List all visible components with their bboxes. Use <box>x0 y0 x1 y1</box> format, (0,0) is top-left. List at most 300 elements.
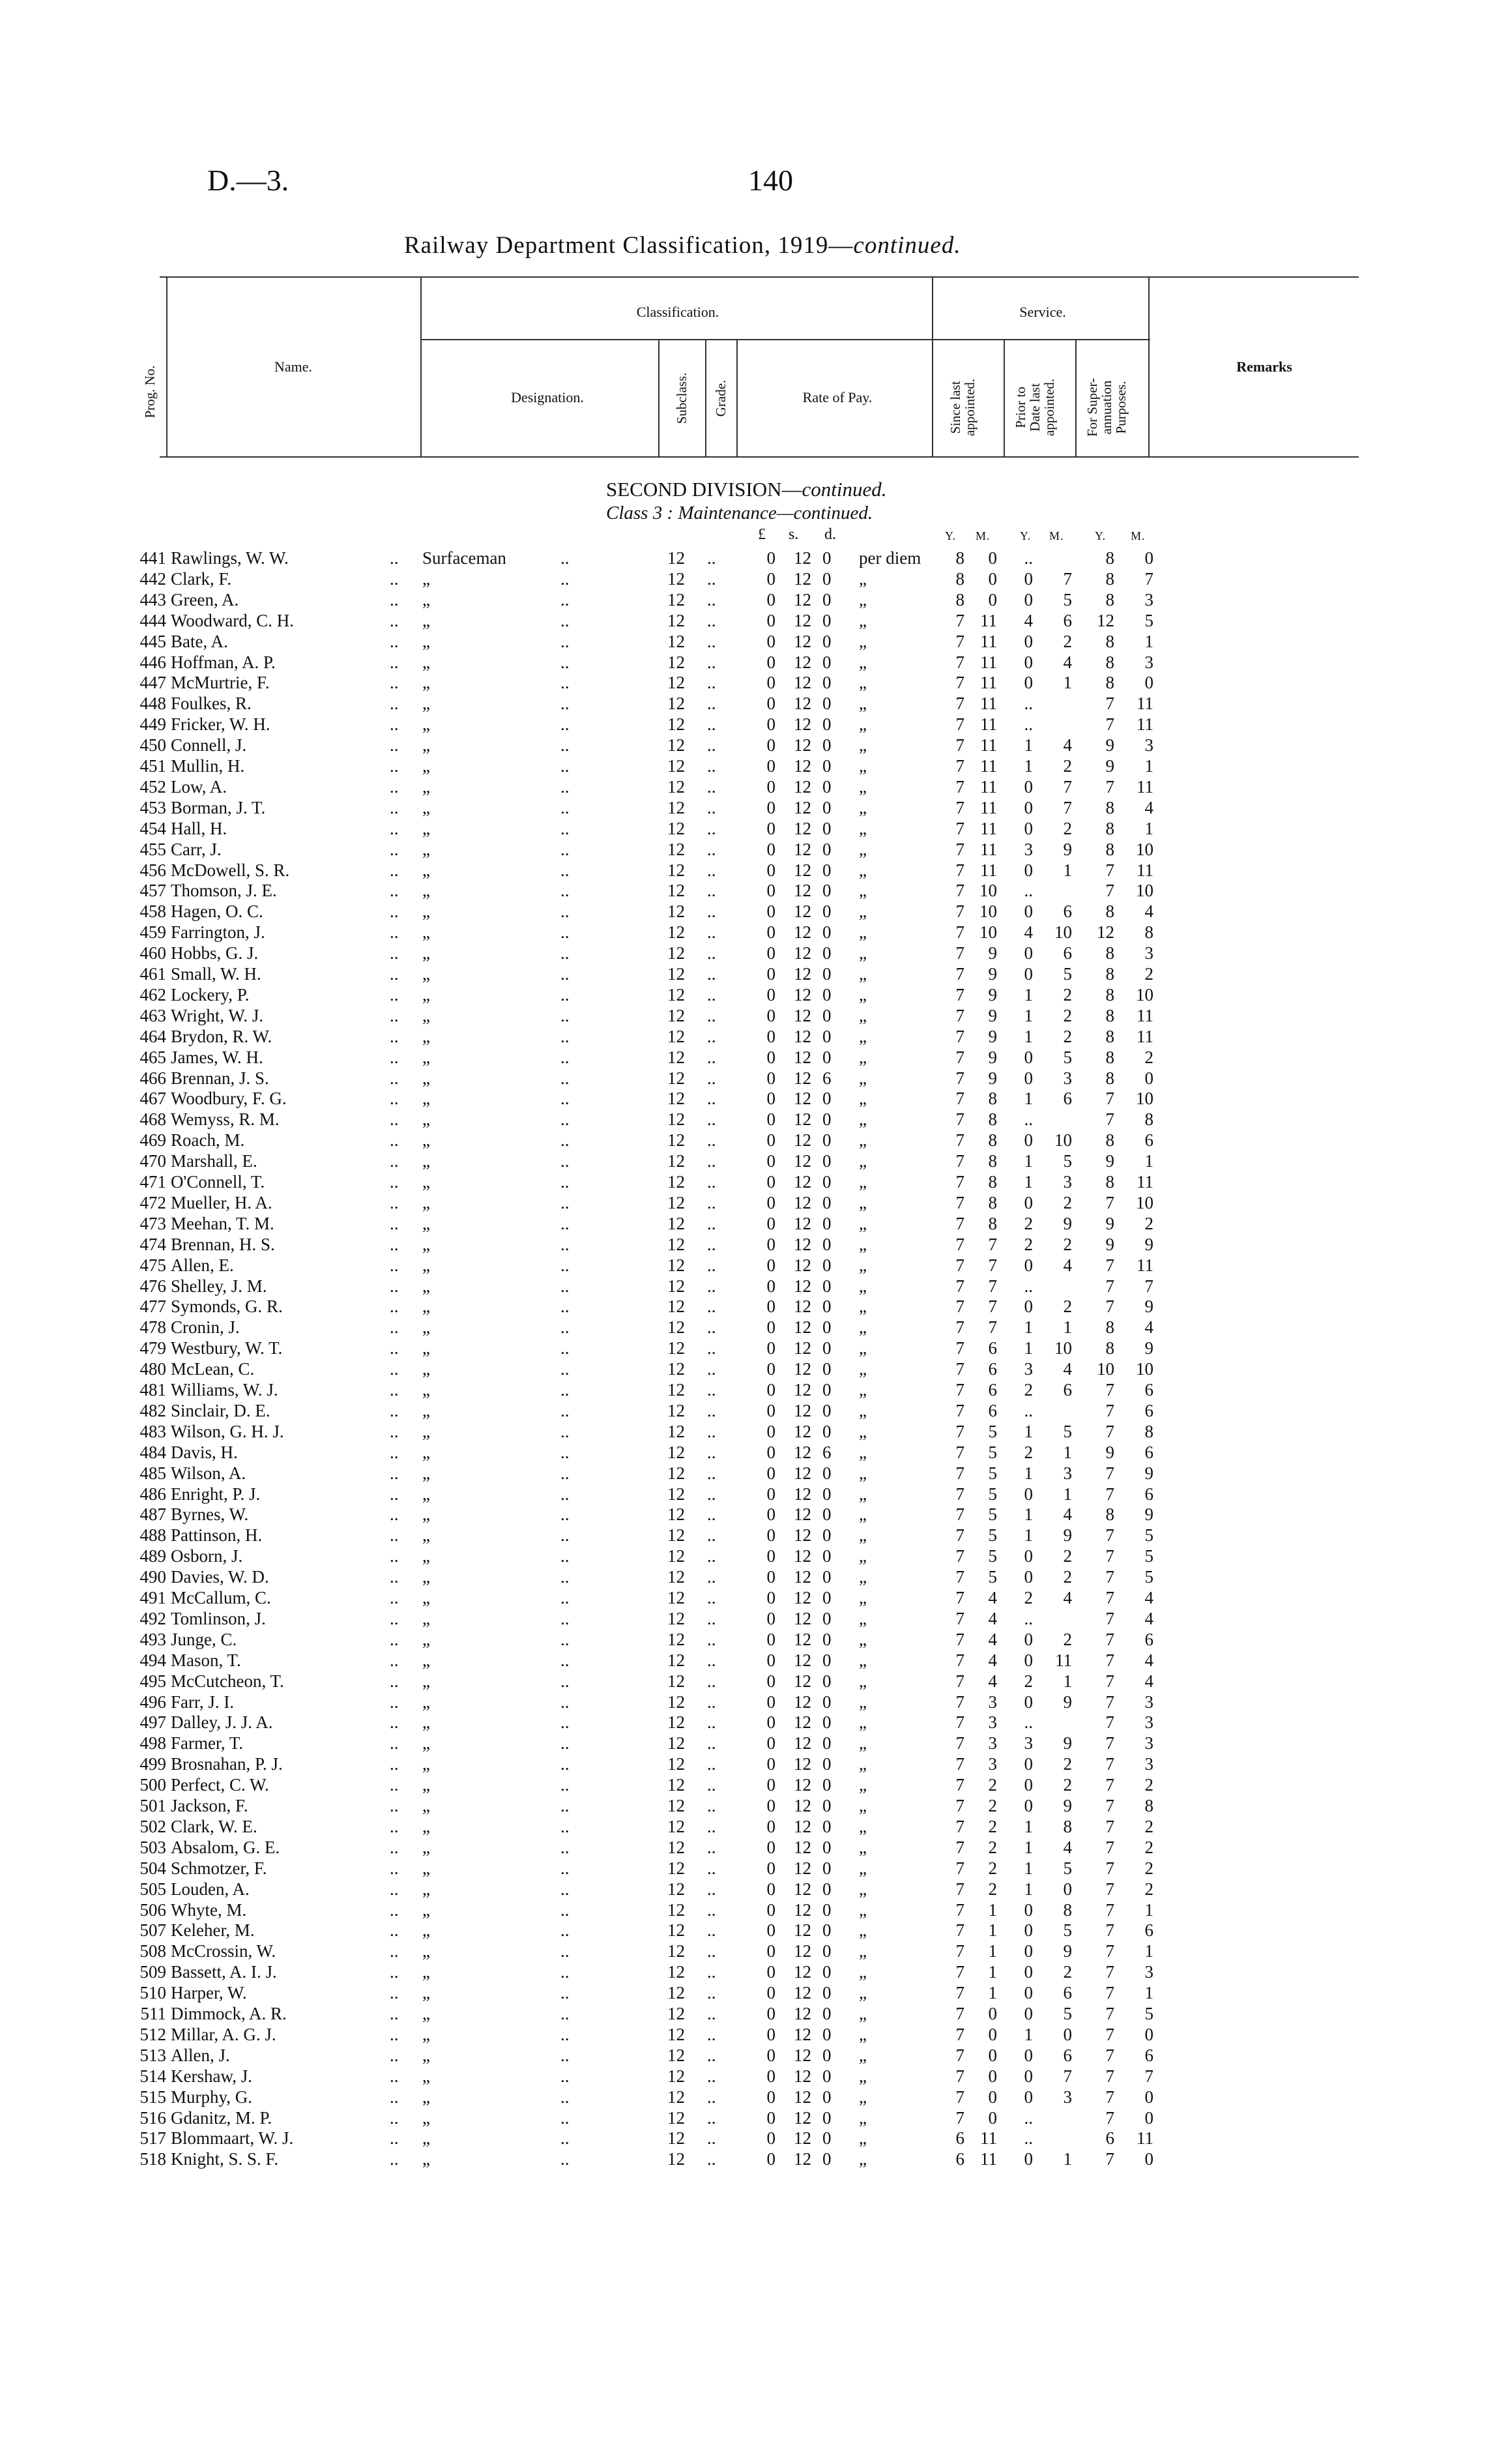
table-row <box>0 1733 1493 1753</box>
leader-dots: .. <box>390 1941 399 1961</box>
super-months: 10 <box>1136 881 1153 901</box>
rate-period: „ <box>859 1775 867 1795</box>
leader-dots: .. <box>560 735 570 755</box>
since-years: 7 <box>955 735 964 755</box>
since-years: 7 <box>955 673 964 693</box>
grade: 12 <box>667 1109 685 1130</box>
rate-pounds: 0 <box>766 589 775 609</box>
since-years: 7 <box>955 1338 964 1358</box>
rate-pounds: 0 <box>766 964 775 984</box>
table-row <box>0 631 1493 652</box>
prior-months: 2 <box>1063 1546 1072 1566</box>
super-years: 7 <box>1105 1796 1114 1815</box>
grade: 12 <box>667 714 685 735</box>
since-months: 10 <box>979 881 997 901</box>
designation: „ <box>422 1359 430 1379</box>
prior-years: 1 <box>1024 2024 1033 2044</box>
rate-pounds: 0 <box>766 1068 775 1088</box>
since-months: 6 <box>988 1400 997 1420</box>
leader-dots: .. <box>707 1297 716 1317</box>
prior-years: 2 <box>1024 1442 1033 1462</box>
leader-dots: .. <box>390 1920 399 1941</box>
leader-dots: .. <box>707 1879 716 1899</box>
divider <box>705 339 706 456</box>
rate-pence: 0 <box>822 839 832 859</box>
since-years: 8 <box>955 568 964 589</box>
grade: 12 <box>667 1629 685 1649</box>
leader-dots: .. <box>707 1234 716 1254</box>
rate-shillings: 12 <box>794 1733 811 1753</box>
rate-shillings: 12 <box>794 1130 811 1151</box>
table-row <box>0 755 1493 776</box>
leader-dots: .. <box>390 984 399 1005</box>
leader-dots: .. <box>390 1047 399 1067</box>
rate-pounds: 0 <box>766 548 775 568</box>
rate-shillings: 12 <box>794 1380 811 1400</box>
super-months: 7 <box>1144 2066 1153 2086</box>
leader-dots: .. <box>707 1317 716 1338</box>
prog-number: 478 <box>139 1317 166 1338</box>
leader-dots: .. <box>390 1089 399 1109</box>
rate-pounds: 0 <box>766 2128 775 2149</box>
since-years: 7 <box>955 1962 964 1982</box>
grade: 12 <box>667 797 685 817</box>
rate-shillings: 12 <box>794 1463 811 1483</box>
since-months: 5 <box>988 1525 997 1546</box>
leader-dots: .. <box>707 1338 716 1358</box>
rate-shillings: 12 <box>794 1151 811 1171</box>
division-heading <box>606 478 887 501</box>
rate-pence: 0 <box>822 1588 832 1607</box>
prior-years: .. <box>1024 1712 1033 1733</box>
super-months: 5 <box>1144 610 1153 630</box>
rate-shillings: 12 <box>794 1650 811 1670</box>
prog-number: 516 <box>139 2107 166 2128</box>
employee-name: McLean, C. <box>171 1359 255 1379</box>
employee-name: Mason, T. <box>171 1650 241 1670</box>
prior-years: 0 <box>1024 2149 1033 2169</box>
since-months: 0 <box>988 2024 997 2044</box>
rate-shillings: 12 <box>794 548 811 568</box>
prior-months: 5 <box>1063 1047 1072 1067</box>
rate-pounds: 0 <box>766 1920 775 1941</box>
leader-dots: .. <box>707 818 716 838</box>
since-months: 1 <box>988 1962 997 1982</box>
super-months: 5 <box>1144 1546 1153 1566</box>
leader-dots: .. <box>707 1047 716 1067</box>
since-years: 7 <box>955 2087 964 2107</box>
super-months: 10 <box>1136 1359 1153 1379</box>
table-row <box>0 2066 1493 2087</box>
rate-pence: 0 <box>822 2087 832 2107</box>
designation: „ <box>422 1650 430 1670</box>
since-months: 0 <box>988 589 997 609</box>
divider <box>166 276 167 458</box>
leader-dots: .. <box>560 2087 570 2107</box>
super-years: 8 <box>1105 1317 1114 1338</box>
rate-pence: 0 <box>822 984 832 1005</box>
employee-name: Perfect, C. W. <box>171 1775 269 1795</box>
rate-shillings: 12 <box>794 2087 811 2107</box>
prior-years: 0 <box>1024 2066 1033 2086</box>
rate-shillings: 12 <box>794 1816 811 1836</box>
leader-dots: .. <box>707 1816 716 1836</box>
leader-dots: .. <box>560 1068 570 1088</box>
since-months: 8 <box>988 1192 997 1212</box>
employee-name: Enright, P. J. <box>171 1484 261 1504</box>
employee-name: Mullin, H. <box>171 756 245 776</box>
designation: „ <box>422 1442 430 1462</box>
rate-pence: 0 <box>822 860 832 880</box>
prior-months: 2 <box>1063 1962 1072 1982</box>
super-months: 2 <box>1144 1879 1153 1899</box>
grade: 12 <box>667 1151 685 1171</box>
designation: „ <box>422 1983 430 2003</box>
leader-dots: .. <box>707 1567 716 1587</box>
prior-months: 10 <box>1054 1338 1072 1358</box>
super-months: 11 <box>1137 1026 1153 1046</box>
leader-dots: .. <box>707 1421 716 1441</box>
divider <box>1075 339 1077 456</box>
since-years: 7 <box>955 818 964 838</box>
employee-name: Green, A. <box>171 589 239 609</box>
prior-years: 0 <box>1024 1796 1033 1815</box>
prior-months: 2 <box>1063 818 1072 838</box>
rate-period: „ <box>859 1546 867 1566</box>
employee-name: Brennan, H. S. <box>171 1234 275 1254</box>
since-months: 2 <box>988 1816 997 1836</box>
grade: 12 <box>667 735 685 755</box>
rate-pence: 0 <box>822 568 832 589</box>
table-row <box>0 1692 1493 1712</box>
rate-pounds: 0 <box>766 1151 775 1171</box>
rate-period: „ <box>859 943 867 963</box>
rate-pence: 0 <box>822 1650 832 1670</box>
rate-pounds: 0 <box>766 1858 775 1878</box>
rate-pounds: 0 <box>766 694 775 714</box>
prog-number: 484 <box>139 1442 166 1462</box>
designation: „ <box>422 2004 430 2023</box>
super-years: 7 <box>1105 1650 1114 1670</box>
since-months: 7 <box>988 1317 997 1338</box>
rate-shillings: 12 <box>794 797 811 817</box>
leader-dots: .. <box>390 1712 399 1733</box>
designation: „ <box>422 2149 430 2169</box>
table-row <box>0 1255 1493 1276</box>
employee-name: McDowell, S. R. <box>171 860 290 880</box>
since-years: 7 <box>955 1629 964 1649</box>
prior-months: 5 <box>1063 1421 1072 1441</box>
rate-period: „ <box>859 1338 867 1358</box>
table-row <box>0 1774 1493 1795</box>
employee-name: Jackson, F. <box>171 1796 248 1815</box>
leader-dots: .. <box>390 1588 399 1607</box>
super-years: 8 <box>1105 1130 1114 1151</box>
rate-pence: 0 <box>822 1899 832 1920</box>
table-row <box>0 943 1493 963</box>
super-years: 7 <box>1105 1380 1114 1400</box>
prog-number: 508 <box>139 1941 166 1961</box>
grade: 12 <box>667 1442 685 1462</box>
prog-number: 472 <box>139 1192 166 1212</box>
rate-pounds: 0 <box>766 2004 775 2023</box>
grade: 12 <box>667 1047 685 1067</box>
rate-period: „ <box>859 1879 867 1899</box>
leader-dots: .. <box>390 735 399 755</box>
rate-pounds: 0 <box>766 2066 775 2086</box>
table-row <box>0 1795 1493 1816</box>
rate-pence: 0 <box>822 1775 832 1795</box>
leader-dots: .. <box>560 860 570 880</box>
since-years: 7 <box>955 839 964 859</box>
leader-dots: .. <box>560 797 570 817</box>
rate-pence: 0 <box>822 1276 832 1296</box>
super-years: 9 <box>1105 756 1114 776</box>
rate-pounds: 0 <box>766 1796 775 1815</box>
leader-dots: .. <box>560 1109 570 1130</box>
col-classification: Classification. <box>636 304 719 320</box>
super-months: 1 <box>1144 1983 1153 2003</box>
table-row <box>0 1296 1493 1317</box>
leader-dots: .. <box>390 1484 399 1504</box>
table-row <box>0 1546 1493 1566</box>
leader-dots: .. <box>390 902 399 922</box>
grade: 12 <box>667 776 685 797</box>
rate-pence: 0 <box>822 1816 832 1836</box>
super-months: 2 <box>1144 1816 1153 1836</box>
leader-dots: .. <box>560 1796 570 1815</box>
rate-period: „ <box>859 1047 867 1067</box>
designation: „ <box>422 673 430 693</box>
prior-years: 1 <box>1024 735 1033 755</box>
leader-dots: .. <box>707 1192 716 1212</box>
leader-dots: .. <box>707 2149 716 2169</box>
table-row <box>0 1899 1493 1920</box>
rate-pence: 0 <box>822 1380 832 1400</box>
employee-name: Dalley, J. J. A. <box>171 1712 273 1733</box>
header-top-rule <box>160 276 1359 278</box>
since-months: 6 <box>988 1338 997 1358</box>
leader-dots: .. <box>707 902 716 922</box>
employee-name: Foulkes, R. <box>171 694 252 714</box>
leader-dots: .. <box>707 1733 716 1753</box>
since-months: 0 <box>988 568 997 589</box>
rate-pounds: 0 <box>766 1567 775 1587</box>
rate-period: „ <box>859 1026 867 1046</box>
leader-dots: .. <box>707 1712 716 1733</box>
super-months: 6 <box>1144 1484 1153 1504</box>
leader-dots: .. <box>707 881 716 901</box>
super-years: 8 <box>1105 1026 1114 1046</box>
grade: 12 <box>667 1234 685 1254</box>
rate-period: „ <box>859 776 867 797</box>
rate-period: „ <box>859 1733 867 1753</box>
rate-period: „ <box>859 1796 867 1815</box>
leader-dots: .. <box>390 1525 399 1546</box>
grade: 12 <box>667 1525 685 1546</box>
prog-number: 473 <box>139 1213 166 1233</box>
rate-pounds: 0 <box>766 673 775 693</box>
leader-dots: .. <box>560 1837 570 1857</box>
prior-years: 2 <box>1024 1234 1033 1254</box>
super-years: 7 <box>1105 1297 1114 1317</box>
prior-months: 6 <box>1063 943 1072 963</box>
leader-dots: .. <box>707 1463 716 1483</box>
leader-dots: .. <box>707 1754 716 1774</box>
rate-period: „ <box>859 1192 867 1212</box>
prior-years: .. <box>1024 548 1033 568</box>
rate-pounds: 0 <box>766 1775 775 1795</box>
prior-years: 0 <box>1024 652 1033 672</box>
prior-years: 0 <box>1024 1567 1033 1587</box>
prog-number: 499 <box>139 1754 166 1774</box>
table-row <box>0 735 1493 755</box>
rate-pounds: 0 <box>766 1484 775 1504</box>
rate-period: „ <box>859 1567 867 1587</box>
grade: 12 <box>667 548 685 568</box>
rate-period: „ <box>859 1671 867 1691</box>
grade: 12 <box>667 1255 685 1275</box>
rate-pounds: 0 <box>766 1421 775 1441</box>
since-years: 7 <box>955 1983 964 2003</box>
leader-dots: .. <box>560 902 570 922</box>
super-months: 1 <box>1144 818 1153 838</box>
since-years: 7 <box>955 1213 964 1233</box>
rate-pounds: 0 <box>766 922 775 943</box>
super-years: 10 <box>1097 1359 1114 1379</box>
table-row <box>0 714 1493 735</box>
employee-name: Meehan, T. M. <box>171 1213 274 1233</box>
since-months: 4 <box>988 1671 997 1691</box>
grade: 12 <box>667 1962 685 1982</box>
prog-number: 464 <box>139 1026 166 1046</box>
designation: „ <box>422 1338 430 1358</box>
prior-years: 0 <box>1024 1130 1033 1151</box>
leader-dots: .. <box>560 1463 570 1483</box>
super-months: 1 <box>1144 756 1153 776</box>
rate-period: „ <box>859 984 867 1005</box>
rate-shillings: 12 <box>794 818 811 838</box>
leader-dots: .. <box>560 1442 570 1462</box>
table-row <box>0 1837 1493 1858</box>
leader-dots: .. <box>390 714 399 735</box>
super-years: 8 <box>1105 652 1114 672</box>
super-years: 7 <box>1105 1920 1114 1941</box>
leader-dots: .. <box>390 943 399 963</box>
leader-dots: .. <box>707 1608 716 1628</box>
prior-years: 0 <box>1024 673 1033 693</box>
grade: 12 <box>667 902 685 922</box>
super-years: 7 <box>1105 1816 1114 1836</box>
rate-period: „ <box>859 1962 867 1982</box>
rate-shillings: 12 <box>794 1504 811 1525</box>
prog-number: 498 <box>139 1733 166 1753</box>
super-months: 2 <box>1144 1837 1153 1857</box>
prior-years: .. <box>1024 1400 1033 1420</box>
since-years: 7 <box>955 1047 964 1067</box>
rate-pounds: 0 <box>766 1338 775 1358</box>
super-months: 3 <box>1144 1733 1153 1753</box>
rate-period: „ <box>859 1297 867 1317</box>
grade: 12 <box>667 2024 685 2044</box>
prog-number: 495 <box>139 1671 166 1691</box>
table-row <box>0 1650 1493 1671</box>
super-months: 9 <box>1144 1297 1153 1317</box>
leader-dots: .. <box>390 1463 399 1483</box>
since-years: 7 <box>955 1899 964 1920</box>
super-months: 1 <box>1144 1899 1153 1920</box>
prog-number: 470 <box>139 1151 166 1171</box>
grade: 12 <box>667 589 685 609</box>
prog-number: 486 <box>139 1484 166 1504</box>
prog-number: 494 <box>139 1650 166 1670</box>
super-years: 7 <box>1105 1400 1114 1420</box>
prog-number: 453 <box>139 797 166 817</box>
super-years: 8 <box>1105 568 1114 589</box>
leader-dots: .. <box>390 1983 399 2003</box>
title-main: Railway Department Classification, 1919— <box>404 232 854 259</box>
grade: 12 <box>667 1359 685 1379</box>
leader-dots: .. <box>560 2045 570 2065</box>
table-row <box>0 901 1493 922</box>
col-designation: Designation. <box>511 389 584 405</box>
since-months: 11 <box>980 756 997 776</box>
leader-dots: .. <box>560 1276 570 1296</box>
rate-shillings: 12 <box>794 984 811 1005</box>
prior-months: 6 <box>1063 1983 1072 2003</box>
super-months: 4 <box>1144 902 1153 922</box>
leader-dots: .. <box>707 1151 716 1171</box>
since-years: 7 <box>955 1359 964 1379</box>
rate-shillings: 12 <box>794 1796 811 1815</box>
rate-pounds: 0 <box>766 714 775 735</box>
prior-years: 2 <box>1024 1380 1033 1400</box>
employee-name: Connell, J. <box>171 735 247 755</box>
prior-years: 0 <box>1024 1920 1033 1941</box>
since-years: 7 <box>955 860 964 880</box>
table-row <box>0 818 1493 839</box>
rate-pence: 0 <box>822 1983 832 2003</box>
rate-pence: 0 <box>822 1608 832 1628</box>
super-years: 9 <box>1105 1234 1114 1254</box>
designation: „ <box>422 1276 430 1296</box>
leader-dots: .. <box>560 1962 570 1982</box>
since-months: 5 <box>988 1442 997 1462</box>
since-months: 11 <box>980 714 997 735</box>
super-months: 6 <box>1144 1130 1153 1151</box>
prior-months: 1 <box>1063 860 1072 880</box>
rate-shillings: 12 <box>794 1442 811 1462</box>
leader-dots: .. <box>560 881 570 901</box>
employee-name: McMurtrie, F. <box>171 673 270 693</box>
rate-pence: 0 <box>822 1879 832 1899</box>
rate-shillings: 12 <box>794 1359 811 1379</box>
employee-name: Junge, C. <box>171 1629 237 1649</box>
super-months: 6 <box>1144 1920 1153 1941</box>
leader-dots: .. <box>707 1941 716 1961</box>
rate-shillings: 12 <box>794 881 811 901</box>
employee-name: Farr, J. I. <box>171 1692 235 1712</box>
rate-shillings: 12 <box>794 1712 811 1733</box>
rate-pounds: 0 <box>766 1317 775 1338</box>
designation: „ <box>422 1109 430 1130</box>
super-years: 8 <box>1105 1172 1114 1192</box>
table-row <box>0 1587 1493 1608</box>
rate-pence: 0 <box>822 1109 832 1130</box>
unit-pence: d. <box>824 526 836 543</box>
employee-name: Woodward, C. H. <box>171 610 295 630</box>
super-months: 2 <box>1144 1858 1153 1878</box>
